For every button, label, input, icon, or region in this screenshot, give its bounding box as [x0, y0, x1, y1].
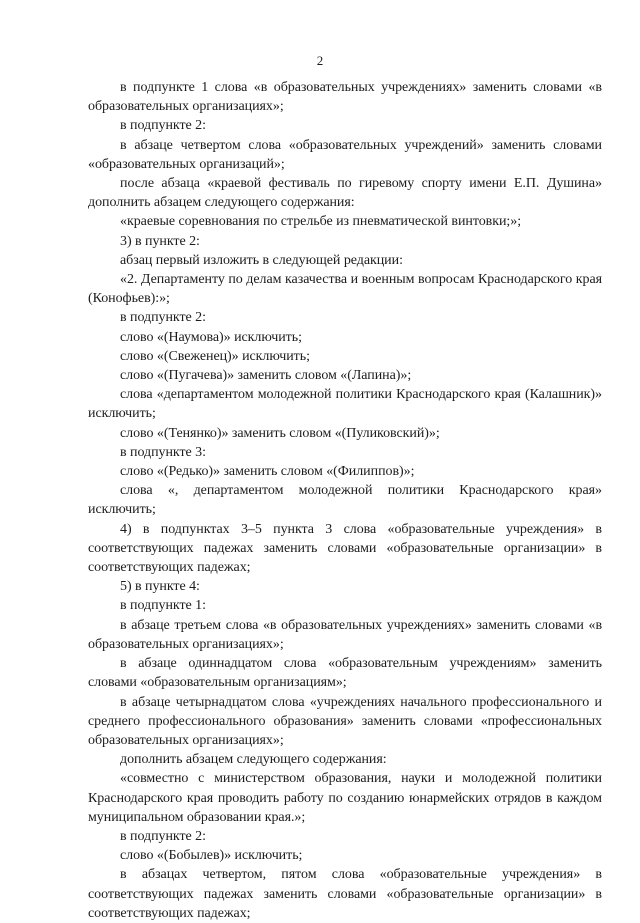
paragraph: в подпункте 2:: [120, 310, 206, 326]
paragraph: после абзаца «краевой фестиваль по гиревому спорту имени Е.П. Душина» дополнить абзацем следующего содержания:: [88, 176, 602, 211]
paragraph: «совместно с министерством образования, науки и молодежной политики Краснодарского края проводить работу по созданию юнармейских отрядов в каждом муниципальном образовании края.»;: [88, 771, 602, 825]
paragraph: дополнить абзацем следующего содержания:: [120, 752, 387, 768]
paragraph: «краевые соревнования по стрельбе из пневматической винтовки;»;: [120, 214, 522, 230]
paragraph: 4) в подпунктах 3–5 пункта 3 слова «образовательные учреждения» в соответствующих падежах заменить словами «образовательные организации» в соответствующих падежах;: [88, 521, 602, 576]
paragraph: в подпункте 1:: [120, 598, 206, 614]
paragraph: слово «(Свеженец)» исключить;: [120, 348, 310, 364]
paragraph: слово «(Редько)» заменить словом «(Филиппов)»;: [120, 464, 415, 480]
document-body: [88, 78, 602, 923]
paragraph: 3) в пункте 2:: [120, 233, 200, 249]
paragraph: 5) в пункте 4:: [120, 579, 200, 595]
page-number: 2: [316, 53, 324, 68]
paragraph: в абзаце четырнадцатом слова «учреждениях начального профессионального и среднего профессионального образования» заменить словами «профессиональных образовательных организациях»;: [88, 694, 602, 748]
paragraph: абзац первый изложить в следующей редакции:: [120, 252, 403, 268]
paragraph: в подпункте 1 слова «в образовательных учреждениях» заменить словами «в образовательных организациях»;: [88, 80, 602, 115]
paragraph: в абзаце четвертом слова «образовательных учреждений» заменить словами «образовательных организаций»;: [88, 137, 602, 172]
paragraph: в абзаце третьем слова «в образовательных учреждениях» заменить словами «в образовательных организациях»;: [88, 617, 602, 652]
paragraph: слова «департаментом молодежной политики Краснодарского края (Калашник)» исключить;: [88, 387, 602, 422]
paragraph: слово «(Тенянко)» заменить словом «(Пуликовский)»;: [120, 425, 440, 441]
paragraph: в абзаце одиннадцатом слова «образовательным учреждениям» заменить словами «образовательным организациям»;: [88, 656, 602, 691]
paragraph: в подпункте 3:: [120, 444, 206, 460]
paragraph: слово «(Наумова)» исключить;: [120, 329, 302, 345]
paragraph: в абзацах четвертом, пятом слова «образовательные учреждения» в соответствующих падежах заменить словами «образовательные организации» в соответствующих падежах;: [88, 867, 602, 921]
paragraph: слово «(Бобылев)» исключить;: [120, 848, 303, 864]
paragraph: в подпункте 2:: [120, 118, 206, 134]
paragraph: «2. Департаменту по делам казачества и военным вопросам Краснодарского края (Конофьев):»;: [88, 272, 602, 307]
paragraph: слово «(Пугачева)» заменить словом «(Лапина)»;: [120, 368, 412, 384]
paragraph: в подпункте 2:: [120, 828, 206, 844]
paragraph: слова «, департаментом молодежной политики Краснодарского края» исключить;: [88, 483, 602, 518]
